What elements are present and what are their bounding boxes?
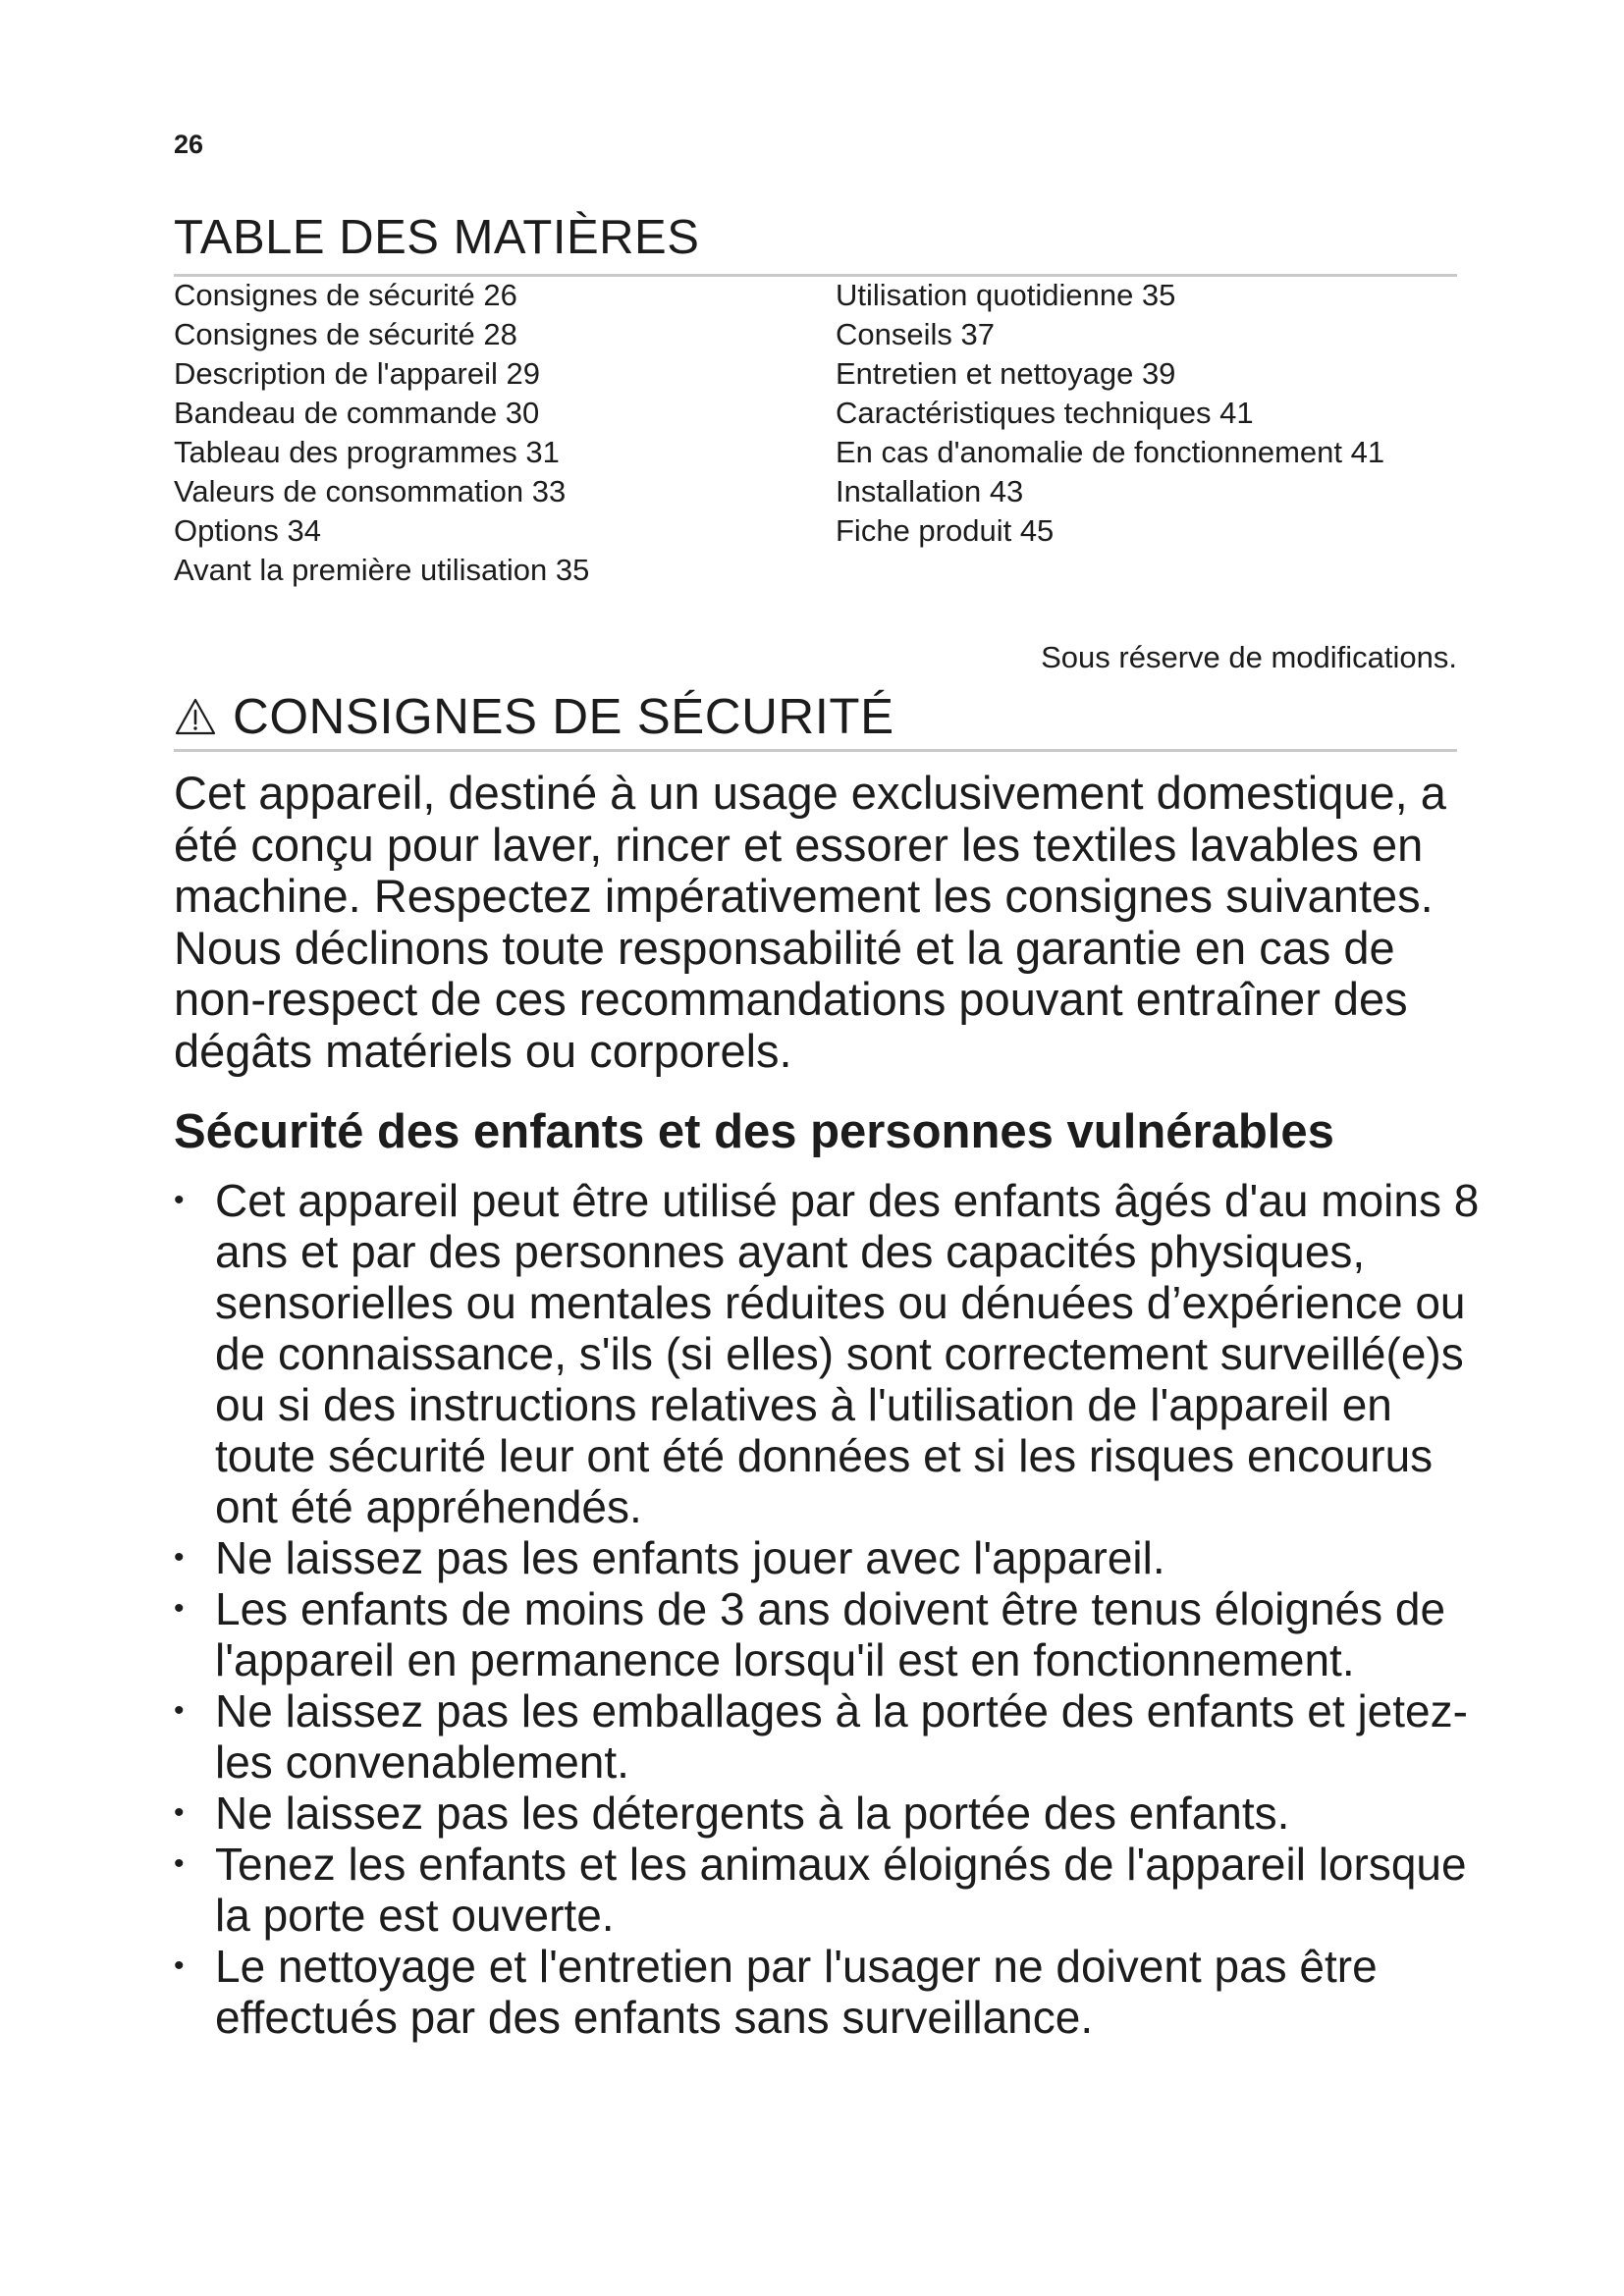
- warning-triangle-icon: [174, 697, 217, 736]
- safety-bullet-list: [174, 1175, 1480, 2043]
- toc-right-column: [836, 276, 1384, 551]
- list-item: [174, 1788, 1480, 1839]
- toc-entry[interactable]: En cas d'anomalie de fonctionnement 41: [836, 435, 1385, 469]
- bullet-icon: •: [174, 1592, 185, 1625]
- bullet-icon: •: [174, 1949, 185, 1982]
- safety-intro: Cet appareil, destiné à un usage exclusivement domestique, a été conçu pour laver, rincer et essorer les textiles lavables en machine. Respectez impérativement les consignes suivantes. Nous déclinons toute responsabilité et la garantie en cas de non-respect de ces recommandations pouvant entraîner des dégâts matériels ou corporels.: [174, 767, 1446, 1077]
- toc-entry[interactable]: Conseils 37: [836, 317, 995, 351]
- list-item-text: Tenez les enfants et les animaux éloignés de l'appareil lorsque la porte est ouverte.: [215, 1839, 1467, 1941]
- toc-entry[interactable]: Entretien et nettoyage 39: [836, 356, 1176, 391]
- safety-section-title: [174, 687, 894, 745]
- children-safety-heading: Sécurité des enfants et des personnes vulnérables: [174, 1105, 1334, 1158]
- list-item-text: Le nettoyage et l'entretien par l'usager ne doivent pas être effectués par des enfants sans surveillance.: [215, 1941, 1378, 2043]
- toc-left-column: [174, 276, 589, 590]
- list-item: [174, 1583, 1480, 1685]
- toc-entry[interactable]: Installation 43: [836, 474, 1024, 508]
- toc-title: TABLE DES MATIÈRES: [174, 211, 700, 264]
- list-item: [174, 1941, 1480, 2043]
- toc-entry[interactable]: Options 34: [174, 513, 321, 548]
- bullet-icon: •: [174, 1796, 185, 1829]
- list-item-text: Ne laissez pas les détergents à la portée des enfants.: [215, 1788, 1290, 1839]
- toc-entry[interactable]: Description de l'appareil 29: [174, 356, 540, 391]
- page-number: 26: [174, 130, 204, 159]
- toc-entry[interactable]: Consignes de sécurité 26: [174, 278, 517, 312]
- toc-entry[interactable]: Fiche produit 45: [836, 513, 1055, 548]
- list-item-text: Les enfants de moins de 3 ans doivent être tenus éloignés de l'appareil en permanence lorsqu'il est en fonctionnement.: [215, 1583, 1446, 1685]
- list-item: [174, 1685, 1480, 1788]
- toc-entry[interactable]: Consignes de sécurité 28: [174, 317, 517, 351]
- toc-entry[interactable]: Bandeau de commande 30: [174, 396, 540, 430]
- bullet-icon: •: [174, 1847, 185, 1880]
- list-item-text: Cet appareil peut être utilisé par des enfants âgés d'au moins 8 ans et par des personnes ayant des capacités physiques, sensorielles ou mentales réduites ou dénuées d’expérience ou de connaissance, s'ils (si elles) sont correctement surveillé(e)s ou si des instructions relatives à l'utilisation de l'appareil en toute sécurité leur ont été données et si les risques encourus ont été appréhendés.: [215, 1175, 1480, 1532]
- bullet-icon: •: [174, 1184, 185, 1216]
- safety-divider: [174, 749, 1457, 752]
- toc-entry[interactable]: Utilisation quotidienne 35: [836, 278, 1176, 312]
- bullet-icon: •: [174, 1694, 185, 1727]
- list-item-text: Ne laissez pas les emballages à la portée des enfants et jetez-les convenablement.: [215, 1685, 1468, 1788]
- list-item: [174, 1175, 1480, 1532]
- toc-entry[interactable]: Avant la première utilisation 35: [174, 553, 590, 587]
- list-item: [174, 1839, 1480, 1941]
- toc-entry[interactable]: Valeurs de consommation 33: [174, 474, 567, 508]
- toc-entry[interactable]: Caractéristiques techniques 41: [836, 396, 1254, 430]
- modification-notice: Sous réserve de modifications.: [1041, 640, 1457, 674]
- bullet-icon: •: [174, 1541, 185, 1574]
- toc-entry[interactable]: Tableau des programmes 31: [174, 435, 560, 469]
- list-item: [174, 1532, 1480, 1583]
- list-item-text: Ne laissez pas les enfants jouer avec l'appareil.: [215, 1532, 1165, 1583]
- safety-title-text: CONSIGNES DE SÉCURITÉ: [233, 688, 894, 744]
